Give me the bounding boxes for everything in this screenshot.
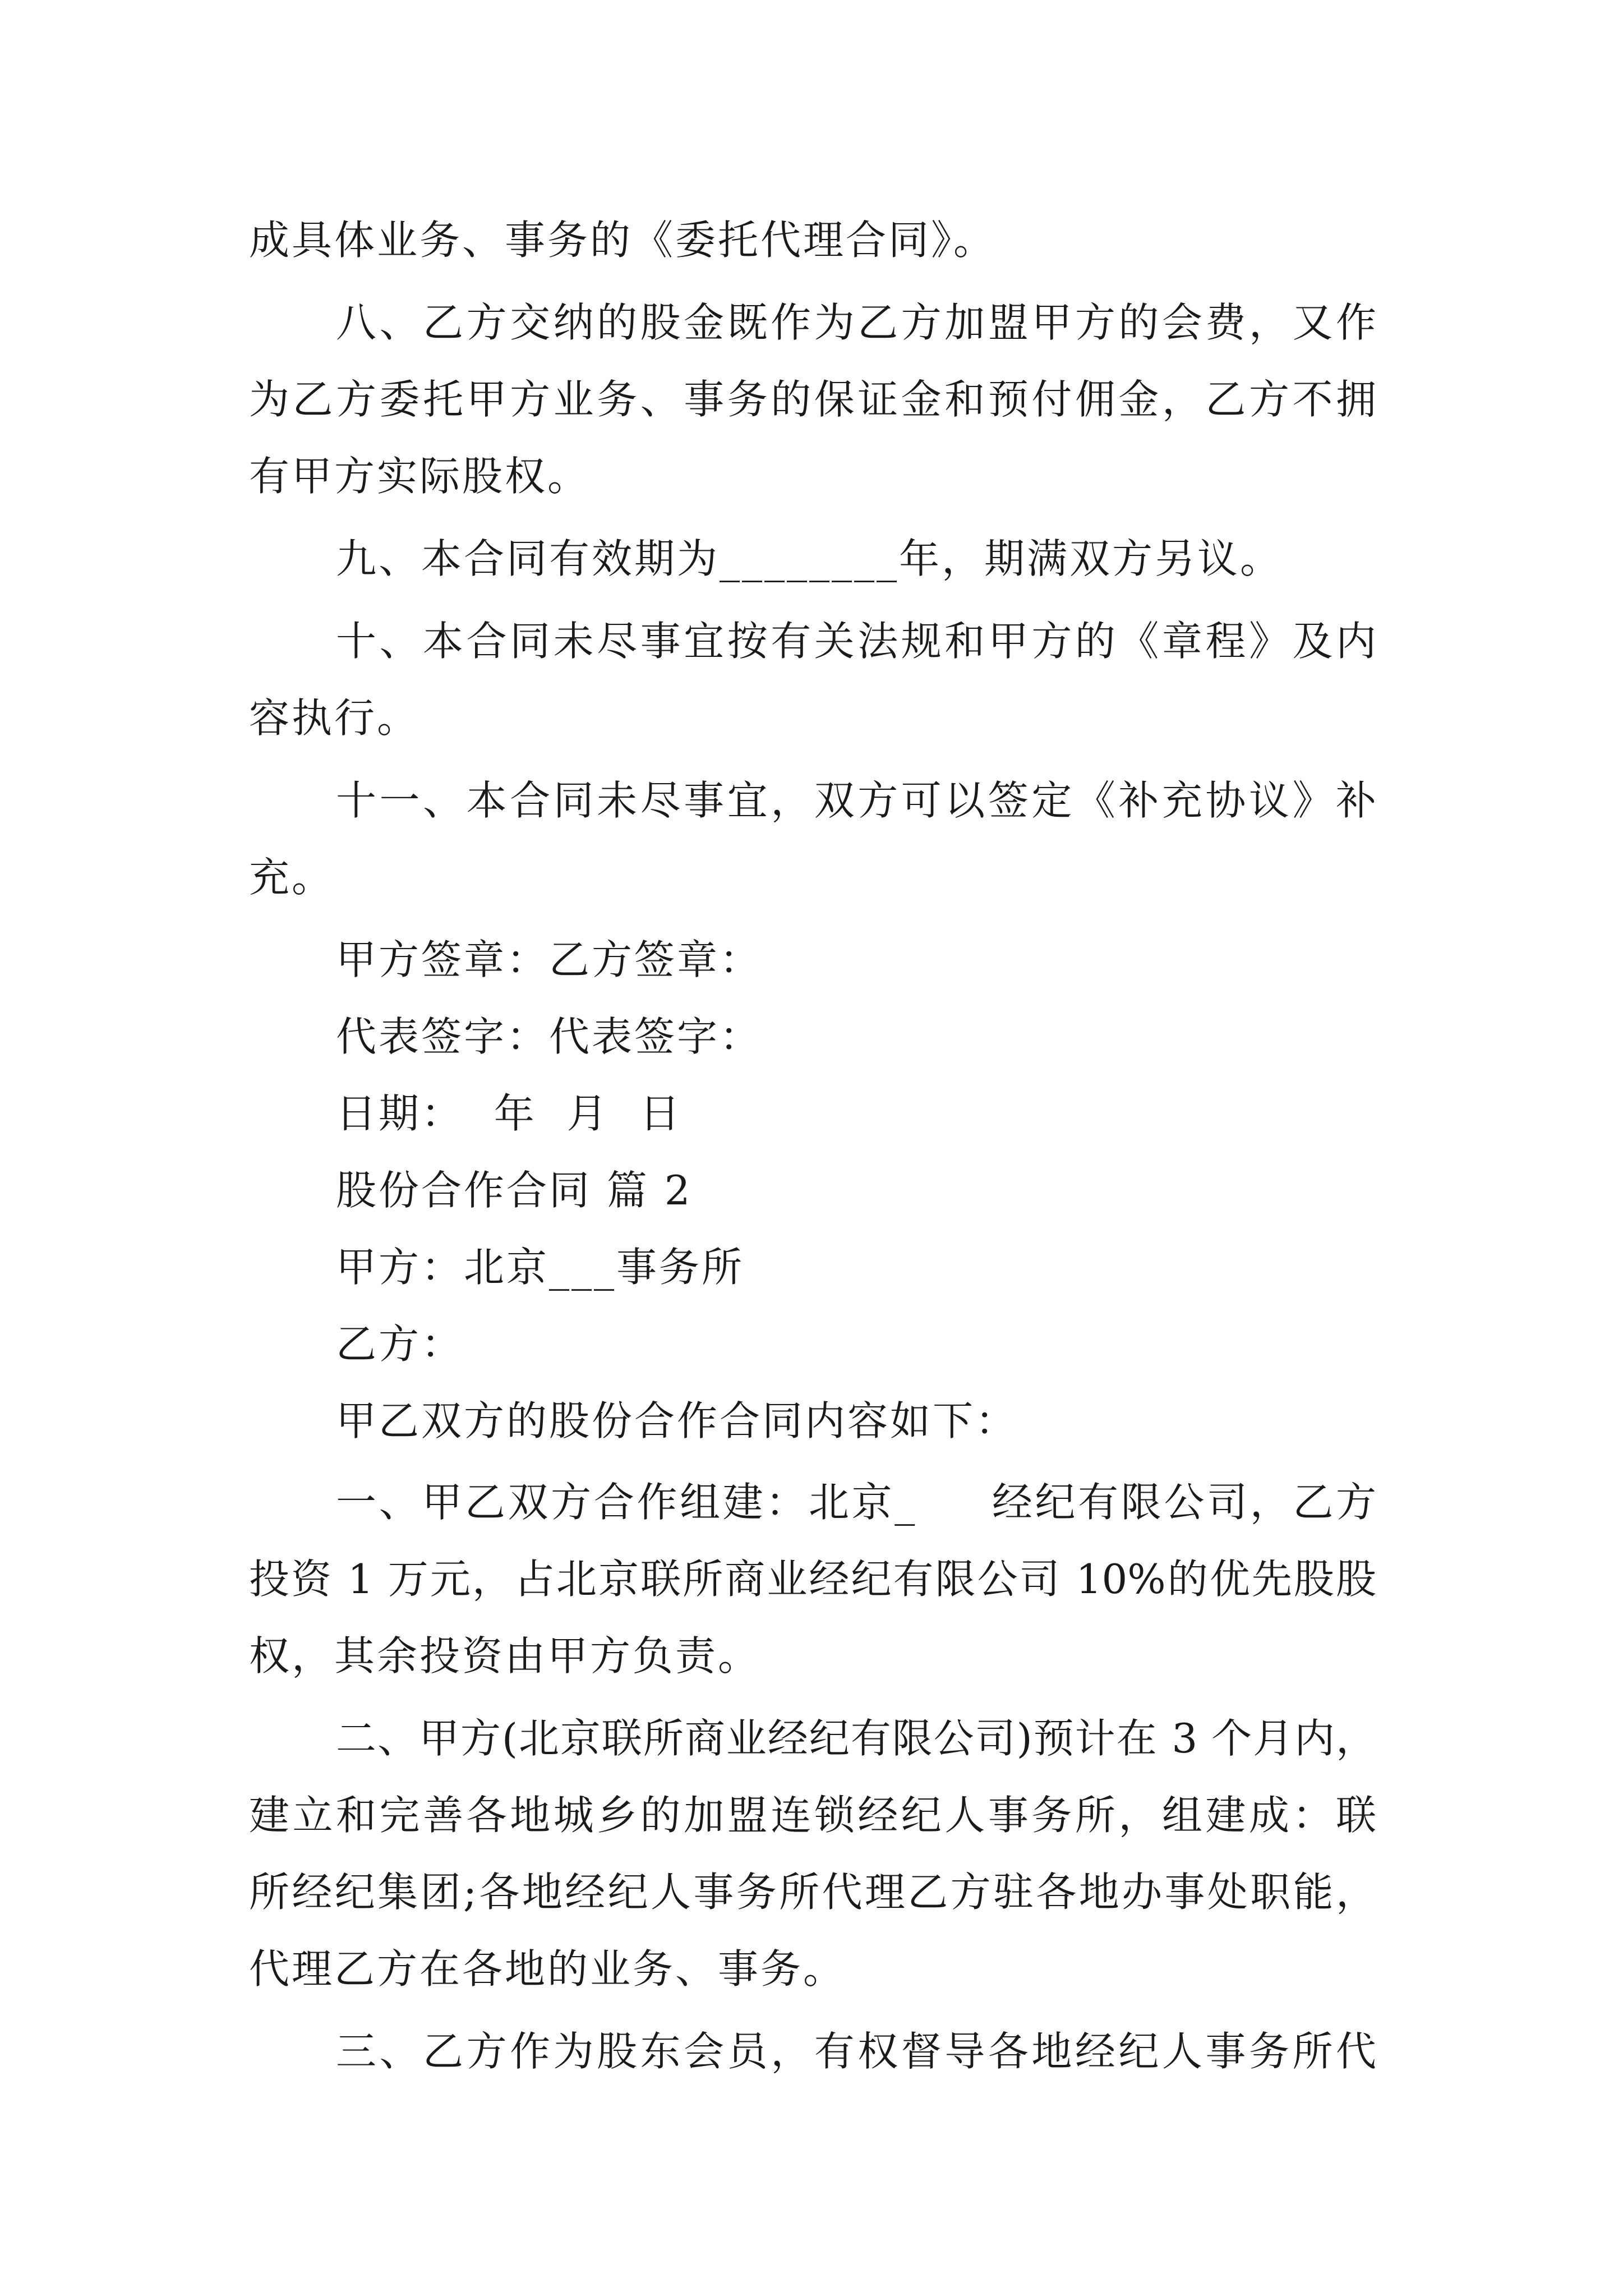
document-line: 十、本合同未尽事宜按有关法规和甲方的《章程》及内 — [336, 618, 1376, 665]
document-line: 容执行。 — [249, 694, 420, 742]
document-line: 股份合作合同 篇 2 — [336, 1167, 693, 1214]
document-line: 所经纪集团;各地经纪人事务所代理乙方驻各地办事处职能， — [249, 1869, 1376, 1916]
document-line: 甲方：北京___事务所 — [336, 1244, 745, 1291]
document-line: 投资 1 万元，占北京联所商业经纪有限公司 10%的优先股股 — [249, 1556, 1376, 1603]
document-line: 一、甲乙双方合作组建：北京_ 经纪有限公司，乙方 — [336, 1479, 1376, 1526]
document-body — [249, 202, 1376, 2090]
document-line: 有甲方实际股权。 — [249, 453, 591, 500]
document-line: 充。 — [249, 854, 335, 901]
document-line: 乙方： — [336, 1320, 464, 1368]
document-line: 九、本合同有效期为________年，期满双方另议。 — [336, 535, 1283, 582]
document-line: 甲方签章：乙方签章： — [336, 936, 763, 983]
document-line: 二、甲方(北京联所商业经纪有限公司)预计在 3 个月内， — [336, 1715, 1376, 1762]
document-line: 成具体业务、事务的《委托代理合同》。 — [249, 217, 997, 264]
document-line: 十一、本合同未尽事宜，双方可以签定《补充协议》补 — [336, 777, 1376, 824]
document-line: 为乙方委托甲方业务、事务的保证金和预付佣金，乙方不拥 — [249, 376, 1376, 423]
document-line: 三、乙方作为股东会员，有权督导各地经纪人事务所代 — [336, 2028, 1376, 2075]
document-line: 代理乙方在各地的业务、事务。 — [249, 1945, 846, 1993]
document-line: 权，其余投资由甲方负责。 — [249, 1632, 761, 1680]
document-line: 日期： 年 月 日 — [336, 1090, 683, 1137]
document-line: 代表签字：代表签字： — [336, 1013, 763, 1060]
document-line: 建立和完善各地城乡的加盟连锁经纪人事务所，组建成：联 — [249, 1792, 1376, 1839]
document-line: 八、乙方交纳的股金既作为乙方加盟甲方的会费，又作 — [336, 299, 1376, 346]
document-line: 甲乙双方的股份合作合同内容如下： — [336, 1397, 1018, 1444]
